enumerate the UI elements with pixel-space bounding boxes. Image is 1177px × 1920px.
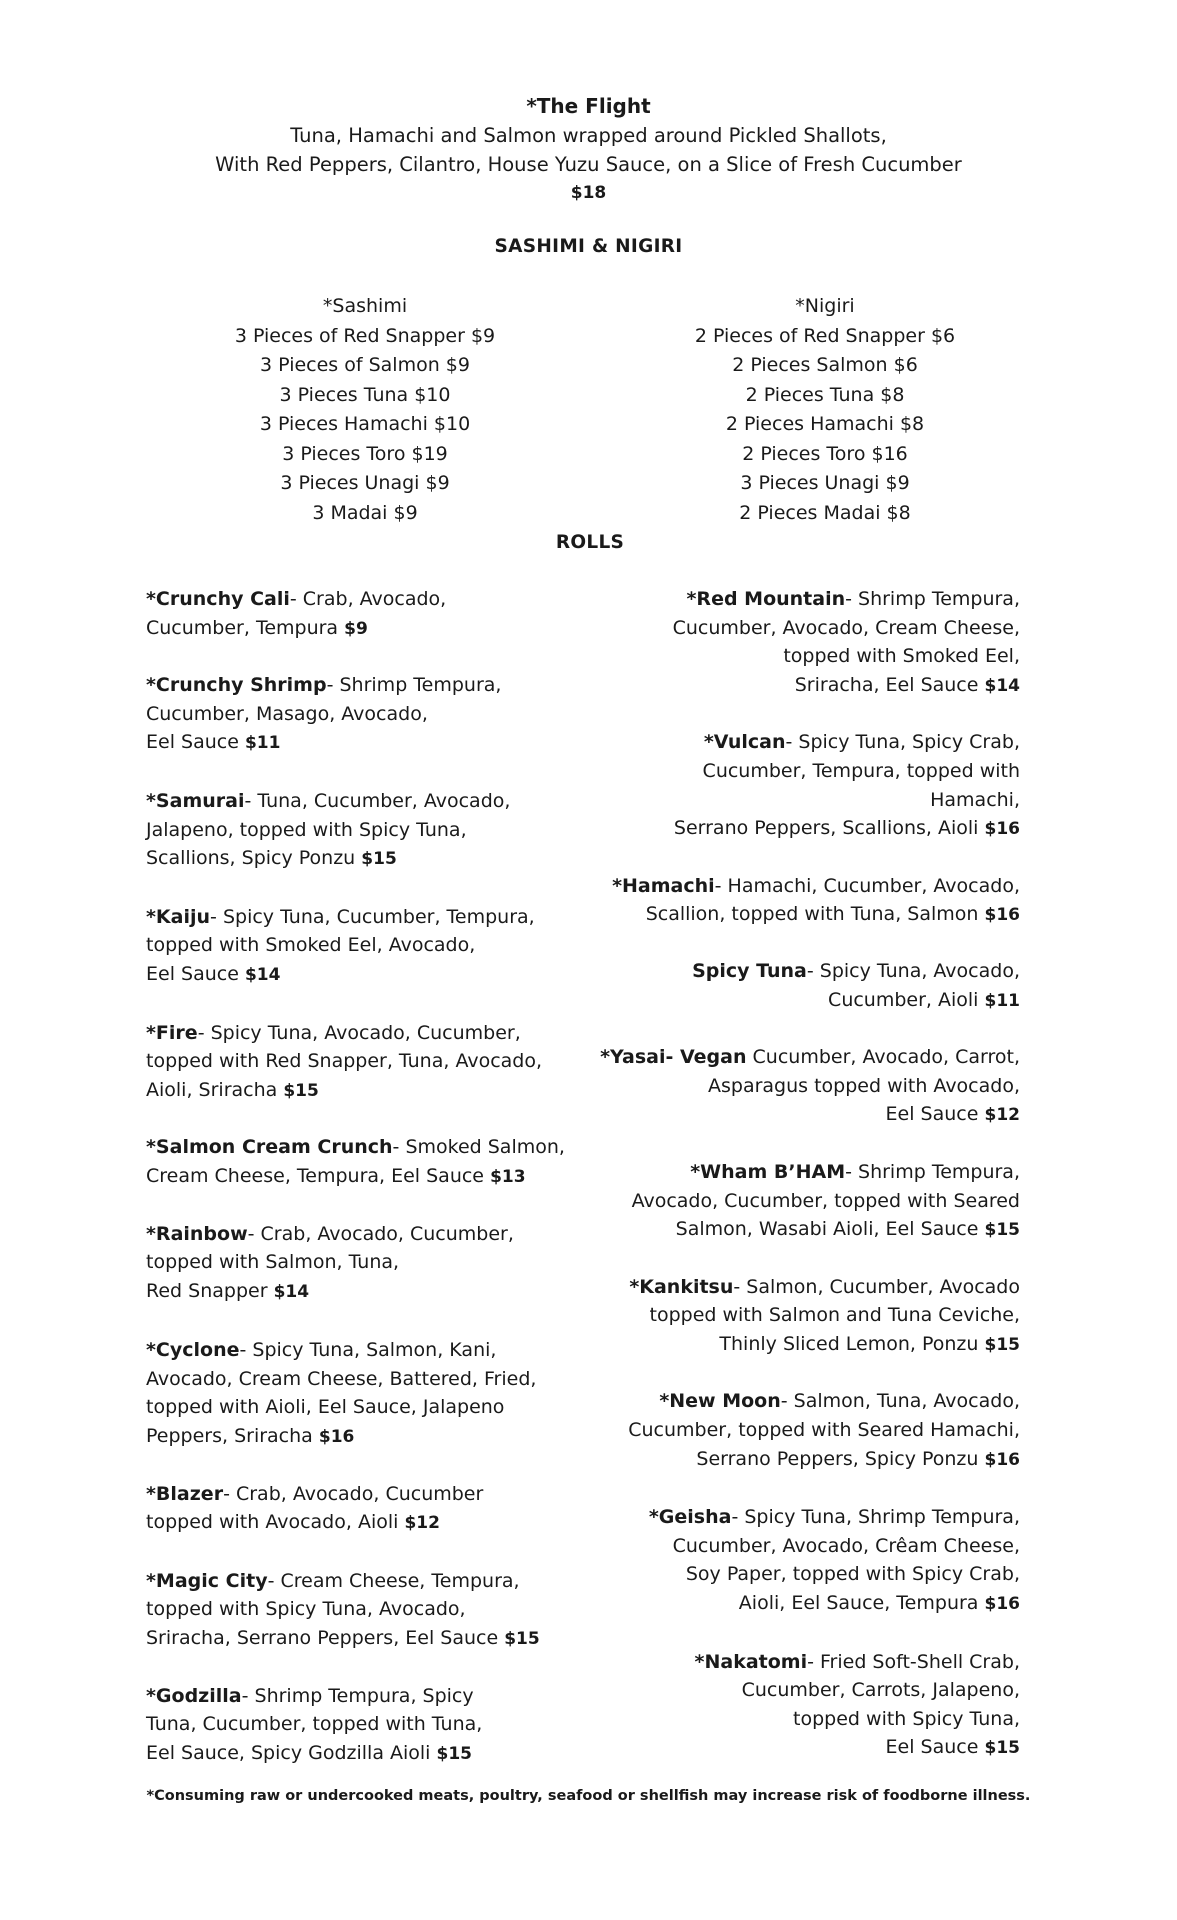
sashimi-item: 3 Pieces Unagi $9 (280, 472, 450, 494)
roll-line (146, 1393, 586, 1422)
nigiri-list (625, 292, 1025, 528)
roll-description: Scallion, topped with Tuna, Salmon (645, 903, 979, 926)
roll-name: *Hamachi (612, 874, 715, 897)
roll-line (580, 1215, 1020, 1245)
roll-item (146, 1019, 586, 1106)
roll-line (146, 700, 586, 729)
roll-line (146, 931, 586, 960)
roll-price: $16 (318, 1427, 355, 1448)
roll-line (146, 1567, 586, 1596)
roll-line (146, 1480, 586, 1509)
roll-description: Cucumber, topped with Seared Hamachi, (628, 1419, 1020, 1442)
roll-price: $12 (984, 1105, 1020, 1126)
roll-price: $15 (504, 1629, 540, 1650)
roll-name: *Cyclone (146, 1339, 240, 1362)
roll-line (146, 671, 586, 700)
roll-line (146, 1162, 586, 1192)
roll-line (146, 844, 586, 874)
roll-name: *Nakatomi (694, 1650, 808, 1673)
sashimi-item: 3 Pieces Toro $19 (282, 442, 448, 465)
roll-name: *Crunchy Shrimp (146, 674, 327, 697)
roll-line (146, 1710, 586, 1739)
roll-price: $12 (404, 1513, 440, 1534)
roll-price: $15 (984, 1334, 1020, 1355)
roll-line (146, 1508, 586, 1538)
roll-line (146, 585, 586, 614)
roll-description: - Spicy Tuna, Avocado, Cucumber, (197, 1021, 521, 1044)
roll-item (580, 957, 1020, 1015)
roll-line (146, 1365, 586, 1394)
roll-name: Spicy Tuna (692, 959, 807, 982)
nigiri-item: 2 Pieces Madai $8 (739, 501, 911, 524)
roll-line (146, 903, 586, 932)
roll-line (146, 1220, 586, 1249)
roll-description: Soy Paper, topped with Spicy Crab, (685, 1563, 1020, 1586)
roll-description: Eel Sauce (885, 1103, 979, 1126)
roll-line (146, 614, 586, 644)
roll-line (146, 1336, 586, 1365)
roll-price: $11 (244, 733, 281, 754)
roll-price: $15 (984, 1220, 1020, 1241)
roll-line (580, 1100, 1020, 1130)
roll-line (146, 1739, 586, 1769)
roll-description: Avocado, Cucumber, topped with Seared (631, 1189, 1020, 1212)
roll-name: *Rainbow (146, 1222, 248, 1245)
roll-price: $13 (490, 1166, 526, 1187)
roll-item (580, 1648, 1020, 1763)
roll-description: Eel Sauce (146, 962, 239, 985)
the-flight-description-line-2: With Red Peppers, Cilantro, House Yuzu Sauce, on a Slice of Fresh Cucumber (215, 153, 962, 176)
roll-name: *Geisha (648, 1506, 732, 1529)
roll-description: - Spicy Tuna, Shrimp Tempura, (731, 1506, 1020, 1529)
roll-description: Hamachi, (930, 788, 1020, 811)
roll-item (580, 1158, 1020, 1245)
the-flight-section (0, 92, 1177, 208)
nigiri-item: 2 Pieces Salmon $6 (732, 354, 918, 376)
nigiri-item: 2 Pieces Tuna $8 (745, 383, 905, 406)
roll-line (146, 1248, 586, 1277)
roll-price: $16 (984, 1449, 1020, 1470)
roll-item (580, 1273, 1020, 1360)
roll-description: Serrano Peppers, Scallions, Aioli (673, 817, 979, 840)
roll-line (146, 787, 586, 816)
food-safety-disclaimer: *Consuming raw or undercooked meats, poultry, seafood or shellfish may increase risk of foodborne illness. (146, 1788, 1031, 1804)
roll-line (580, 1705, 1020, 1734)
roll-line (580, 642, 1020, 671)
roll-name: *Salmon Cream Crunch (146, 1136, 393, 1159)
roll-description: topped with Spicy Tuna, (793, 1707, 1020, 1730)
roll-line (580, 671, 1020, 701)
nigiri-item: 2 Pieces Hamachi $8 (725, 413, 925, 435)
roll-line (580, 1416, 1020, 1445)
roll-description: - Spicy Tuna, Cucumber, Tempura, (210, 905, 535, 928)
roll-line (146, 960, 586, 990)
roll-item (580, 872, 1020, 930)
nigiri-title: *Nigiri (795, 295, 855, 317)
sashimi-title: *Sashimi (322, 295, 408, 317)
roll-item (146, 1567, 586, 1654)
roll-description: - Spicy Tuna, Avocado, (806, 959, 1020, 982)
roll-item (146, 1480, 586, 1538)
roll-description: Cucumber, Aioli (828, 988, 979, 1011)
roll-description: Scallions, Spicy Ponzu (146, 847, 356, 870)
rolls-right-column (580, 585, 1020, 1763)
roll-description: Thinly Sliced Lemon, Ponzu (719, 1332, 979, 1355)
roll-line (580, 1072, 1020, 1101)
roll-description: - Spicy Tuna, Salmon, Kani, (239, 1339, 497, 1362)
roll-item (146, 1682, 586, 1769)
roll-name: *New Moon (659, 1390, 781, 1413)
sashimi-nigiri-heading: SASHIMI & NIGIRI (494, 236, 683, 257)
roll-description: topped with Smoked Eel, (783, 645, 1020, 668)
roll-line (146, 728, 586, 758)
roll-description: - Spicy Tuna, Spicy Crab, (785, 731, 1020, 754)
roll-description: Peppers, Sriracha (146, 1425, 313, 1448)
roll-price: $16 (984, 905, 1020, 926)
roll-item (580, 585, 1020, 700)
roll-description: Cucumber, Masago, Avocado, (146, 702, 428, 725)
roll-item (580, 1387, 1020, 1474)
sashimi-item: 3 Pieces of Red Snapper $9 (234, 324, 496, 347)
roll-line (146, 1076, 586, 1106)
roll-description: Salmon, Wasabi Aioli, Eel Sauce (675, 1218, 979, 1241)
roll-description: topped with Salmon and Tuna Ceviche, (649, 1304, 1020, 1327)
roll-name: *Kankitsu (629, 1275, 734, 1298)
roll-description: - Shrimp Tempura, (326, 674, 502, 697)
roll-line (580, 728, 1020, 757)
roll-item (146, 1133, 586, 1191)
roll-name: *Blazer (146, 1482, 224, 1505)
roll-price: $9 (344, 618, 368, 639)
roll-description: - Shrimp Tempura, (845, 1160, 1020, 1183)
roll-description: Tuna, Cucumber, topped with Tuna, (146, 1713, 483, 1736)
roll-name: *Crunchy Cali (146, 588, 290, 610)
roll-price: $15 (436, 1743, 473, 1764)
sashimi-item: 3 Pieces of Salmon $9 (260, 354, 470, 376)
roll-description: - Tuna, Cucumber, Avocado, (244, 789, 511, 812)
roll-price: $15 (283, 1080, 319, 1101)
roll-description: Aioli, Sriracha (146, 1078, 278, 1101)
roll-item (146, 787, 586, 874)
roll-line (580, 757, 1020, 786)
roll-price: $15 (361, 849, 397, 870)
roll-item (580, 1043, 1020, 1130)
roll-line (580, 1648, 1020, 1677)
roll-line (580, 957, 1020, 986)
the-flight-description-line-1: Tuna, Hamachi and Salmon wrapped around Pickled Shallots, (290, 124, 887, 147)
roll-description: Sriracha, Eel Sauce (794, 673, 979, 696)
roll-line (580, 1273, 1020, 1302)
roll-line (580, 900, 1020, 930)
roll-description: Serrano Peppers, Spicy Ponzu (696, 1447, 979, 1470)
roll-line (146, 1019, 586, 1048)
roll-name: *Godzilla (146, 1684, 242, 1707)
roll-name: *Vulcan (703, 731, 786, 754)
roll-name: *Yasai- Vegan (600, 1046, 747, 1069)
the-flight-price: $18 (570, 183, 607, 203)
roll-description: - Shrimp Tempura, Spicy (241, 1684, 474, 1707)
roll-description: Cucumber, Avocado, Cream Cheese, (672, 616, 1020, 639)
roll-item (580, 1503, 1020, 1618)
roll-line (146, 816, 586, 845)
roll-price: $14 (244, 964, 281, 985)
roll-line (580, 1733, 1020, 1763)
roll-price: $14 (984, 675, 1020, 696)
roll-description: topped with Avocado, Aioli (146, 1511, 399, 1534)
roll-description: - Cream Cheese, Tempura, (267, 1569, 520, 1592)
roll-name: *Red Mountain (686, 588, 846, 610)
roll-line (580, 1043, 1020, 1072)
roll-line (146, 1133, 586, 1162)
roll-line (580, 1330, 1020, 1360)
roll-description: Eel Sauce (885, 1736, 979, 1759)
roll-line (580, 1589, 1020, 1619)
roll-description: Jalapeno, topped with Spicy Tuna, (146, 818, 467, 841)
roll-price: $16 (984, 1594, 1020, 1615)
roll-price: $16 (984, 819, 1020, 840)
roll-name: *Wham B’HAM (690, 1160, 846, 1183)
roll-description: Eel Sauce, Spicy Godzilla Aioli (146, 1741, 431, 1764)
roll-item (146, 903, 586, 990)
roll-item (146, 1220, 586, 1307)
roll-line (146, 1422, 586, 1452)
roll-description: - Salmon, Cucumber, Avocado (733, 1275, 1020, 1298)
nigiri-item: 3 Pieces Unagi $9 (740, 472, 910, 494)
roll-description: Cucumber, Tempura, topped with (702, 759, 1020, 782)
roll-description: topped with Spicy Tuna, Avocado, (146, 1598, 466, 1621)
roll-line (580, 1301, 1020, 1330)
roll-line (580, 872, 1020, 901)
roll-description: Aioli, Eel Sauce, Tempura (738, 1592, 979, 1615)
roll-item (146, 1336, 586, 1451)
roll-description: topped with Smoked Eel, Avocado, (146, 934, 476, 957)
roll-line (580, 1445, 1020, 1475)
roll-item (580, 728, 1020, 843)
roll-line (580, 786, 1020, 815)
roll-line (580, 814, 1020, 844)
roll-description: Cucumber, Avocado, Crêam Cheese, (672, 1534, 1020, 1557)
roll-description: - Crab, Avocado, Cucumber (223, 1482, 484, 1505)
roll-name: *Magic City (146, 1569, 268, 1592)
roll-name: *Kaiju (146, 905, 211, 928)
rolls-left-column (146, 585, 586, 1768)
roll-name: *Fire (146, 1021, 198, 1044)
roll-description: Red Snapper (146, 1279, 268, 1302)
roll-description: - Fried Soft-Shell Crab, (807, 1650, 1020, 1673)
roll-description: topped with Salmon, Tuna, (146, 1251, 400, 1274)
sashimi-item: 3 Pieces Tuna $10 (279, 383, 451, 406)
the-flight-title: *The Flight (526, 94, 651, 118)
roll-description: Sriracha, Serrano Peppers, Eel Sauce (146, 1627, 499, 1650)
roll-description: - Salmon, Tuna, Avocado, (780, 1390, 1020, 1413)
roll-line (580, 1387, 1020, 1416)
roll-price: $11 (984, 990, 1020, 1011)
roll-line (580, 1503, 1020, 1532)
roll-line (580, 1158, 1020, 1187)
roll-line (580, 1560, 1020, 1589)
roll-line (580, 1532, 1020, 1561)
roll-description: topped with Red Snapper, Tuna, Avocado, (146, 1050, 543, 1073)
roll-description: topped with Aioli, Eel Sauce, Jalapeno (146, 1396, 505, 1419)
roll-line (580, 614, 1020, 643)
nigiri-item: 2 Pieces of Red Snapper $6 (694, 324, 956, 347)
roll-description: Cucumber, Carrots, Jalapeno, (741, 1679, 1020, 1702)
roll-line (580, 986, 1020, 1016)
roll-description: Cucumber, Tempura (146, 616, 339, 639)
roll-line (146, 1277, 586, 1307)
roll-price: $14 (273, 1281, 310, 1302)
roll-item (146, 585, 586, 643)
roll-description: Cream Cheese, Tempura, Eel Sauce (146, 1164, 485, 1187)
roll-line (146, 1595, 586, 1624)
nigiri-item: 2 Pieces Toro $16 (742, 442, 908, 465)
roll-line (146, 1047, 586, 1076)
roll-line (146, 1624, 586, 1654)
roll-line (580, 1187, 1020, 1216)
sashimi-item: 3 Madai $9 (312, 501, 418, 524)
sashimi-list (165, 292, 565, 528)
roll-description: - Hamachi, Cucumber, Avocado, (714, 874, 1020, 897)
roll-line (580, 585, 1020, 614)
roll-price: $15 (984, 1738, 1020, 1759)
roll-description: - Shrimp Tempura, (845, 588, 1020, 610)
roll-line (146, 1682, 586, 1711)
roll-description: Avocado, Cream Cheese, Battered, Fried, (146, 1367, 537, 1390)
roll-description: - Smoked Salmon, (392, 1136, 565, 1159)
roll-description: - Crab, Avocado, Cucumber, (247, 1222, 514, 1245)
roll-description: - Crab, Avocado, (289, 588, 447, 610)
roll-line (580, 1676, 1020, 1705)
sashimi-item: 3 Pieces Hamachi $10 (259, 413, 471, 435)
rolls-heading: ROLLS (555, 532, 625, 553)
roll-description: Eel Sauce (146, 731, 239, 754)
roll-item (146, 671, 586, 758)
roll-description: Asparagus topped with Avocado, (708, 1074, 1020, 1097)
roll-name: *Samurai (146, 789, 245, 812)
roll-description: Cucumber, Avocado, Carrot, (746, 1046, 1020, 1069)
